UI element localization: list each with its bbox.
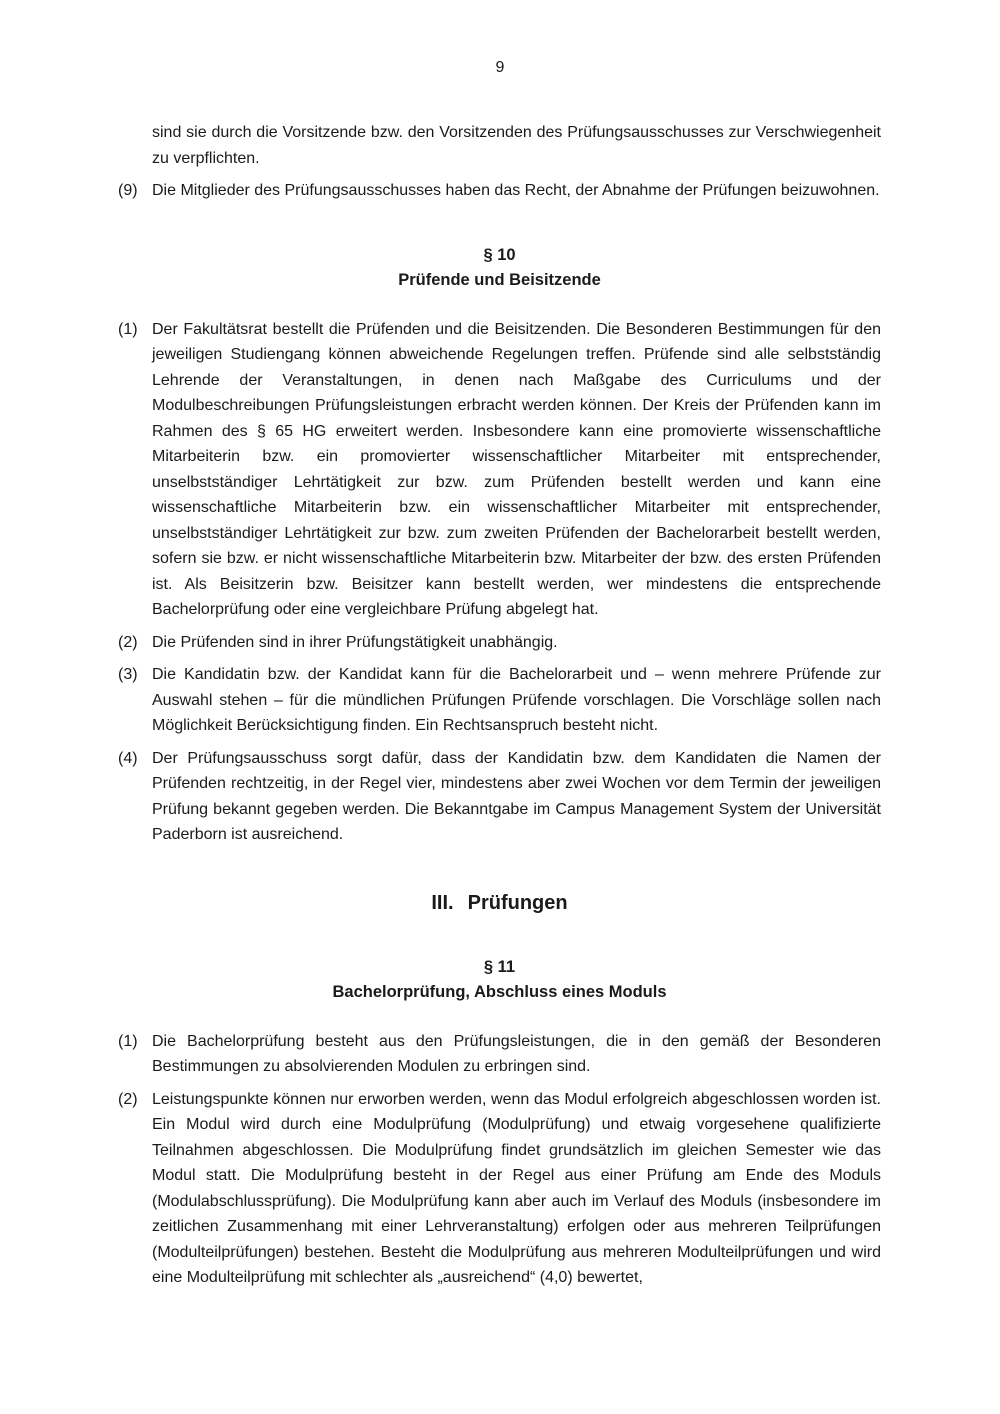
item-text: Die Kandidatin bzw. der Kandidat kann für die Bachelorarbeit und – wenn mehrere Prüfende zur Auswahl stehen – für die mündlichen Prüfungen Prüfende vorschlagen. Die Vorschläge sollen nach Möglichkeit Berücksichtigung finden. Ein Rechtsanspruch besteht nicht. [152, 666, 881, 734]
list-item [118, 630, 881, 656]
section-title: Bachelorprüfung, Abschluss eines Moduls [332, 982, 667, 1001]
section-title: Prüfende und Beisitzende [398, 270, 601, 289]
section-paragraph-mark: § 10 [483, 245, 516, 264]
part-title: Prüfungen [467, 891, 568, 914]
list-item [118, 1029, 881, 1080]
item-text: Die Bachelorprüfung besteht aus den Prüfungsleistungen, die in den gemäß der Besonderen Bestimmungen zu absolvierenden Modulen zu erbringen sind. [152, 1032, 881, 1075]
item-number: (2) [118, 1090, 138, 1108]
list-item [118, 662, 881, 739]
item-text: Der Fakultätsrat bestellt die Prüfenden und die Beisitzenden. Die Besonderen Bestimmungen für den jeweiligen Studiengang können abweichende Regelungen treffen. Prüfende sind alle selbstständig Lehrende der Veranstaltungen, in denen nach Maßgabe des Curriculums und der Modulbeschreibungen Prüfungsleistungen erbracht werden können. Der Kreis der Prüfenden kann im Rahmen des § 65 HG erweitert werden. Insbesondere kann eine promovierte wissenschaftliche Mitarbeiterin bzw. ein promovierter wissenschaftlicher Mitarbeiter mit entsprechender, unselbstständiger Lehrtätigkeit zur bzw. zum Prüfenden bestellt werden und kann eine wissenschaftliche Mitarbeiterin bzw. ein wissenschaftlicher Mitarbeiter mit entsprechender, unselbstständiger Lehrtätigkeit zur bzw. zum zweiten Prüfenden der Bachelorarbeit bestellt werden, sofern sie bzw. er nicht wissenschaftliche Mitarbeiterin bzw. Mitarbeiter der bzw. des ersten Prüfenden ist. Als Beisitzerin bzw. Beisitzer kann bestellt werden, wer mindestens die entsprechende Bachelorprüfung oder eine vergleichbare Prüfung abgelegt hat. [152, 320, 881, 618]
item-text: Leistungspunkte können nur erworben werden, wenn das Modul erfolgreich abgeschlossen worden ist. Ein Modul wird durch eine Modulprüfung (Modulprüfung) und etwaig vorgesehene qualifizierte Teilnahmen abgeschlossen. Die Modulprüfung findet grundsätzlich im gleichen Semester wie das Modul statt. Die Modulprüfung besteht in der Regel aus einer Prüfung am Ende des Moduls (Modulabschlussprüfung). Die Modulprüfung kann aber auch im Verlauf des Moduls (insbesondere im zeitlichen Zusammenhang mit einer Lehrveranstaltung) erfolgen oder aus mehreren Teilprüfungen (Modulteilprüfungen) bestehen. Besteht die Modulprüfung aus mehreren Modulteilprüfungen und wird eine Modulteilprüfung mit schlechter als „ausreichend“ (4,0) bewertet, [152, 1090, 881, 1286]
item-text: Die Mitglieder des Prüfungsausschusses haben das Recht, der Abnahme der Prüfungen beizuwohnen. [152, 182, 880, 199]
list-item [118, 746, 881, 848]
section-heading-11 [118, 955, 881, 1005]
page-number: 9 [495, 59, 505, 76]
section-paragraph-mark: § 11 [483, 957, 516, 976]
part-number: III. [431, 891, 454, 914]
item-number: (2) [118, 633, 138, 651]
list-item [118, 317, 881, 623]
item-number: (4) [118, 749, 138, 767]
item-number: (1) [118, 320, 138, 338]
item-number: (1) [118, 1032, 138, 1050]
document-body [118, 120, 881, 1298]
item-text: Die Prüfenden sind in ihrer Prüfungstätigkeit unabhängig. [152, 633, 558, 651]
item-number: (3) [118, 666, 138, 683]
list-item [118, 178, 881, 204]
part-heading [118, 890, 881, 916]
paragraph-continuation: sind sie durch die Vorsitzende bzw. den Vorsitzenden des Prüfungsausschusses zur Verschwiegenheit zu verpflichten. [152, 124, 881, 167]
list-item [118, 1087, 881, 1291]
section-heading-10 [118, 243, 881, 293]
item-number: (9) [118, 182, 138, 199]
item-text: Der Prüfungsausschuss sorgt dafür, dass der Kandidatin bzw. dem Kandidaten die Namen der Prüfenden rechtzeitig, in der Regel vier, mindestens aber zwei Wochen vor dem Termin der jeweiligen Prüfung bekannt gegeben werden. Die Bekanntgabe im Campus Management System der Universität Paderborn ist ausreichend. [152, 749, 881, 843]
